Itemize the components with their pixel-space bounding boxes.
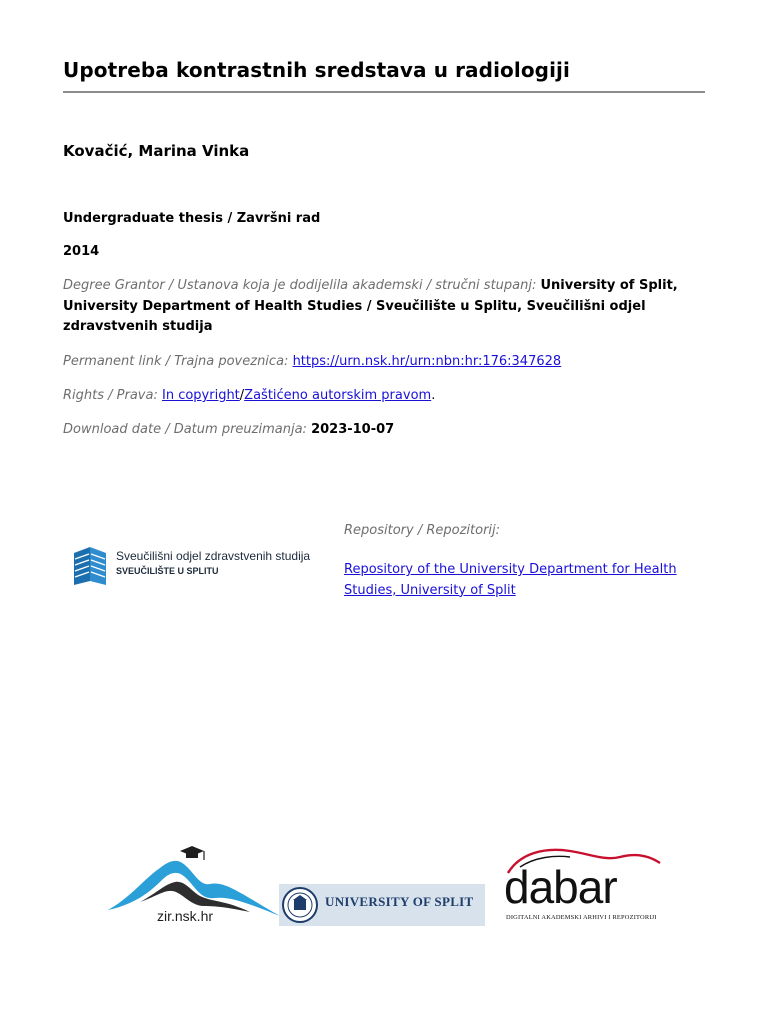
author-name: Kovačić, Marina Vinka (63, 142, 250, 160)
permanent-link-label: Permanent link / Trajna poveznica: (63, 354, 289, 369)
permanent-link (63, 352, 561, 373)
degree-grantor-label: Degree Grantor / Ustanova koja je dodijelila akademski / stručni stupanj: (63, 278, 537, 293)
department-logo-name: Sveučilišni odjel zdravstvenih studija (116, 549, 311, 563)
university-of-split-text: UNIVERSITY OF SPLIT (325, 894, 474, 909)
rights-label: Rights / Prava: (63, 388, 158, 403)
rights-link-in-copyright[interactable]: In copyright (161, 388, 240, 403)
download-date-label: Download date / Datum preuzimanja: (63, 422, 307, 437)
thesis-year: 2014 (63, 244, 100, 259)
download-date (63, 420, 394, 441)
rights (63, 386, 435, 407)
title-divider (63, 91, 705, 93)
repository-link[interactable]: Repository of the University Department for Health Studies, University of Split (344, 562, 677, 598)
document-title: Upotreba kontrastnih sredstava u radiologiji (63, 58, 570, 82)
dabar-logo-word: dabar (504, 861, 617, 913)
rights-end: . (431, 388, 436, 403)
permanent-link-url[interactable]: https://urn.nsk.hr/urn:nbn:hr:176:347628 (292, 354, 562, 369)
degree-grantor (63, 276, 695, 338)
repository-label: Repository / Repozitorij: (344, 523, 501, 538)
rights-link-zasticeno[interactable]: Zaštićeno autorskim pravom (244, 388, 432, 403)
zir-logo-text: zir.nsk.hr (157, 908, 214, 924)
degree-grantor-value: University of Split, University Department of Health Studies / Sveučilište u Splitu, Sveučilišni odjel zdravstvenih studija (63, 278, 678, 334)
university-seal-icon (281, 886, 319, 924)
department-logo-subtitle: SVEUČILIŠTE U SPLITU (116, 566, 219, 576)
download-date-value: 2023-10-07 (311, 422, 395, 437)
dabar-logo-subtitle: DIGITALNI AKADEMSKI ARHIVI I REPOZITORIJI (506, 914, 657, 921)
thesis-type: Undergraduate thesis / Završni rad (63, 211, 321, 226)
rights-separator: / (239, 388, 245, 403)
